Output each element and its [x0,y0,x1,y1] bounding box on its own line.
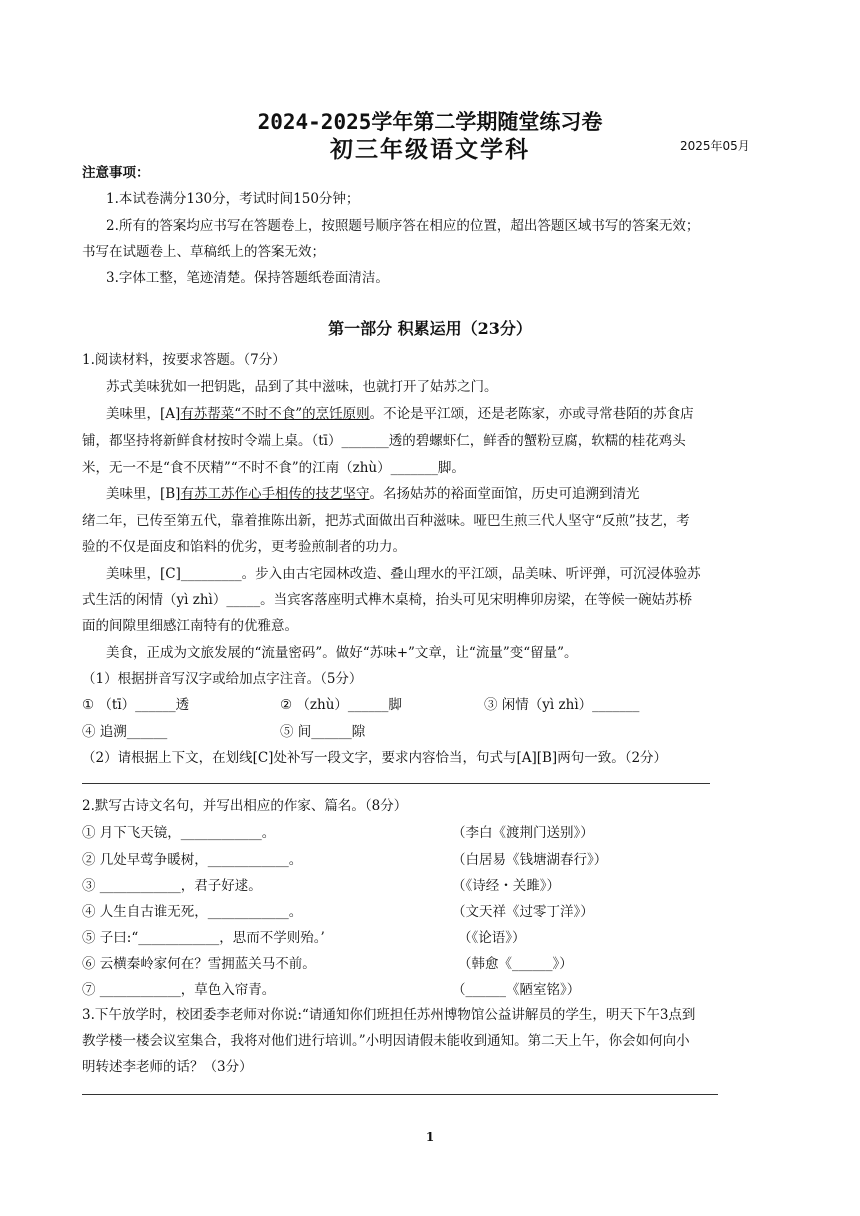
q1-p3-underlined-sentence-b: 有苏工苏作心手相传的技艺坚守 [180,486,370,502]
notes-item-2b: 书写在试题卷上、草稿纸上的答案无效； [82,244,325,260]
q2-row-5-source: （《论语》） [458,930,526,946]
q3-line-1: 3.下午放学时，校团委李老师对你说:“请通知你们班担任苏州博物馆公益讲解员的学生，明天下午3点到 [82,1007,696,1023]
subject-title: 初三年级语文学科 [330,136,530,163]
q1-blank-3: ③ 闲情（yì zhì）_______ [484,697,640,713]
q2-row-4-text: ④ 人生自古谁无死，____________。 [82,904,303,920]
q2-row-7-text: ⑦ ____________，草色入帘青。 [82,982,276,998]
q1-paragraph-2-line-1 [106,405,694,423]
notes-heading: 注意事项： [82,165,150,181]
q1-p3-prefix: 美味里，[B] [106,486,181,502]
q2-row-2-source: （白居易《钱塘湖春行》） [452,852,608,868]
q1-paragraph-2-line-2: 铺，都坚持将新鲜食材按时令端上桌。（tī）_______透的碧螺虾仁，鲜香的蟹粉豆腐，软糯的桂花鸡头 [82,433,686,449]
q1-blank-1: ① （tī）______透 [82,697,190,713]
q1-paragraph-1: 苏式美味犹如一把钥匙，品到了其中滋味，也就打开了姑苏之门。 [106,379,498,395]
q2-row-1-text: ① 月下飞天镜，____________。 [82,825,276,841]
q2-row-2-text: ② 几处早莺争暖树，____________。 [82,852,303,868]
q1-blank-4: ④ 追溯______ [82,724,168,740]
notes-item-1: 1.本试卷满分130分，考试时间150分钟； [106,191,360,207]
q2-row-1-source: （李白《渡荆门送别》） [452,825,594,841]
q1-paragraph-5: 美食，正成为文旅发展的“流量密码”。做好“苏味+”文章，让“流量”变“留量”。 [106,645,578,661]
page-number: 1 [425,1130,435,1144]
q3-line-3: 明转述李老师的话？（3分） [82,1059,253,1075]
q2-row-7-source: （______《陋室铭》） [452,982,581,998]
q1-sub-question-1: （1）根据拼音写汉字或给加点字注音。（5分） [82,671,363,687]
section-title: 第一部分 积累运用（23分） [328,319,532,338]
q2-row-6-source: （韩愈《______》） [458,956,573,972]
q1-stem: 1.阅读材料，按要求答题。（7分） [82,352,286,368]
q1-paragraph-3-line-1 [106,485,639,503]
q1-paragraph-3-line-2: 绪二年，已传至第五代，靠着推陈出新，把苏式面做出百种滋味。哑巴生煎三代人坚守“反煎”技艺，考 [82,513,690,529]
q1-paragraph-2-line-3: 米，无一不是“食不厌精”“不时不食”的江南（zhù）_______脚。 [82,460,465,476]
q2-row-5-text: ⑤ 子曰:“____________，思而不学则殆。’ [82,930,325,946]
q2-row-4-source: （文天祥《过零丁洋》） [452,904,594,920]
answer-line-q1 [82,783,710,784]
notes-item-2a: 2.所有的答案均应书写在答题卷上，按照题号顺序答在相应的位置，超出答题区域书写的答案无效； [106,218,700,234]
q2-stem: 2.默写古诗文名句，并写出相应的作家、篇名。（8分） [82,798,408,814]
q1-blank-2: ② （zhù）______脚 [280,697,402,713]
q1-paragraph-4-line-3: 面的间隙里细感江南特有的优雅意。 [82,618,298,634]
q1-p2-suffix: 。不论是平江颂，还是老陈家，亦或寻常巷陌的苏食店 [369,406,694,422]
exam-title: 2024-2025学年第二学期随堂练习卷 [257,110,603,134]
notes-item-3: 3.字体工整，笔迹清楚。保持答题纸卷面清洁。 [106,270,389,286]
q1-p3-suffix: 。名扬姑苏的裕面堂面馆，历史可追溯到清光 [369,486,640,502]
q2-row-3-text: ③ ____________，君子好逑。 [82,878,262,894]
answer-line-q3 [82,1094,718,1095]
exam-date: 2025年05月 [680,139,750,153]
q1-p2-prefix: 美味里，[A] [106,406,181,422]
q1-paragraph-4-line-1: 美味里，[C]_________。步入由古宅园林改造、叠山理水的平江颂，品美味、听评弹，可沉浸体验苏 [106,566,701,582]
q1-paragraph-3-line-3: 验的不仅是面皮和馅料的优劣，更考验煎制者的功力。 [82,539,406,555]
q3-line-2: 教学楼一楼会议室集合，我将对他们进行培训。”小明因请假未能收到通知。第二天上午，你会如何向小 [82,1033,690,1049]
q2-row-3-source: （《诗经・关雎》） [452,878,560,894]
q1-paragraph-4-line-2: 式生活的闲情（yì zhì）_____。当宾客落座明式榫木桌椅，抬头可见宋明榫卯房梁，在等候一碗姑苏桥 [82,592,693,608]
q2-row-6-text: ⑥ 云横秦岭家何在？雪拥蓝关马不前。 [82,956,316,972]
q1-p2-underlined-sentence-a: 有苏帮菜“不时不食”的烹饪原则 [180,406,370,422]
q1-sub-question-2: （2）请根据上下文，在划线[C]处补写一段文字，要求内容恰当，句式与[A][B]两句一致。（2分） [82,750,668,766]
q1-blank-5: ⑤ 间______隙 [280,724,366,740]
